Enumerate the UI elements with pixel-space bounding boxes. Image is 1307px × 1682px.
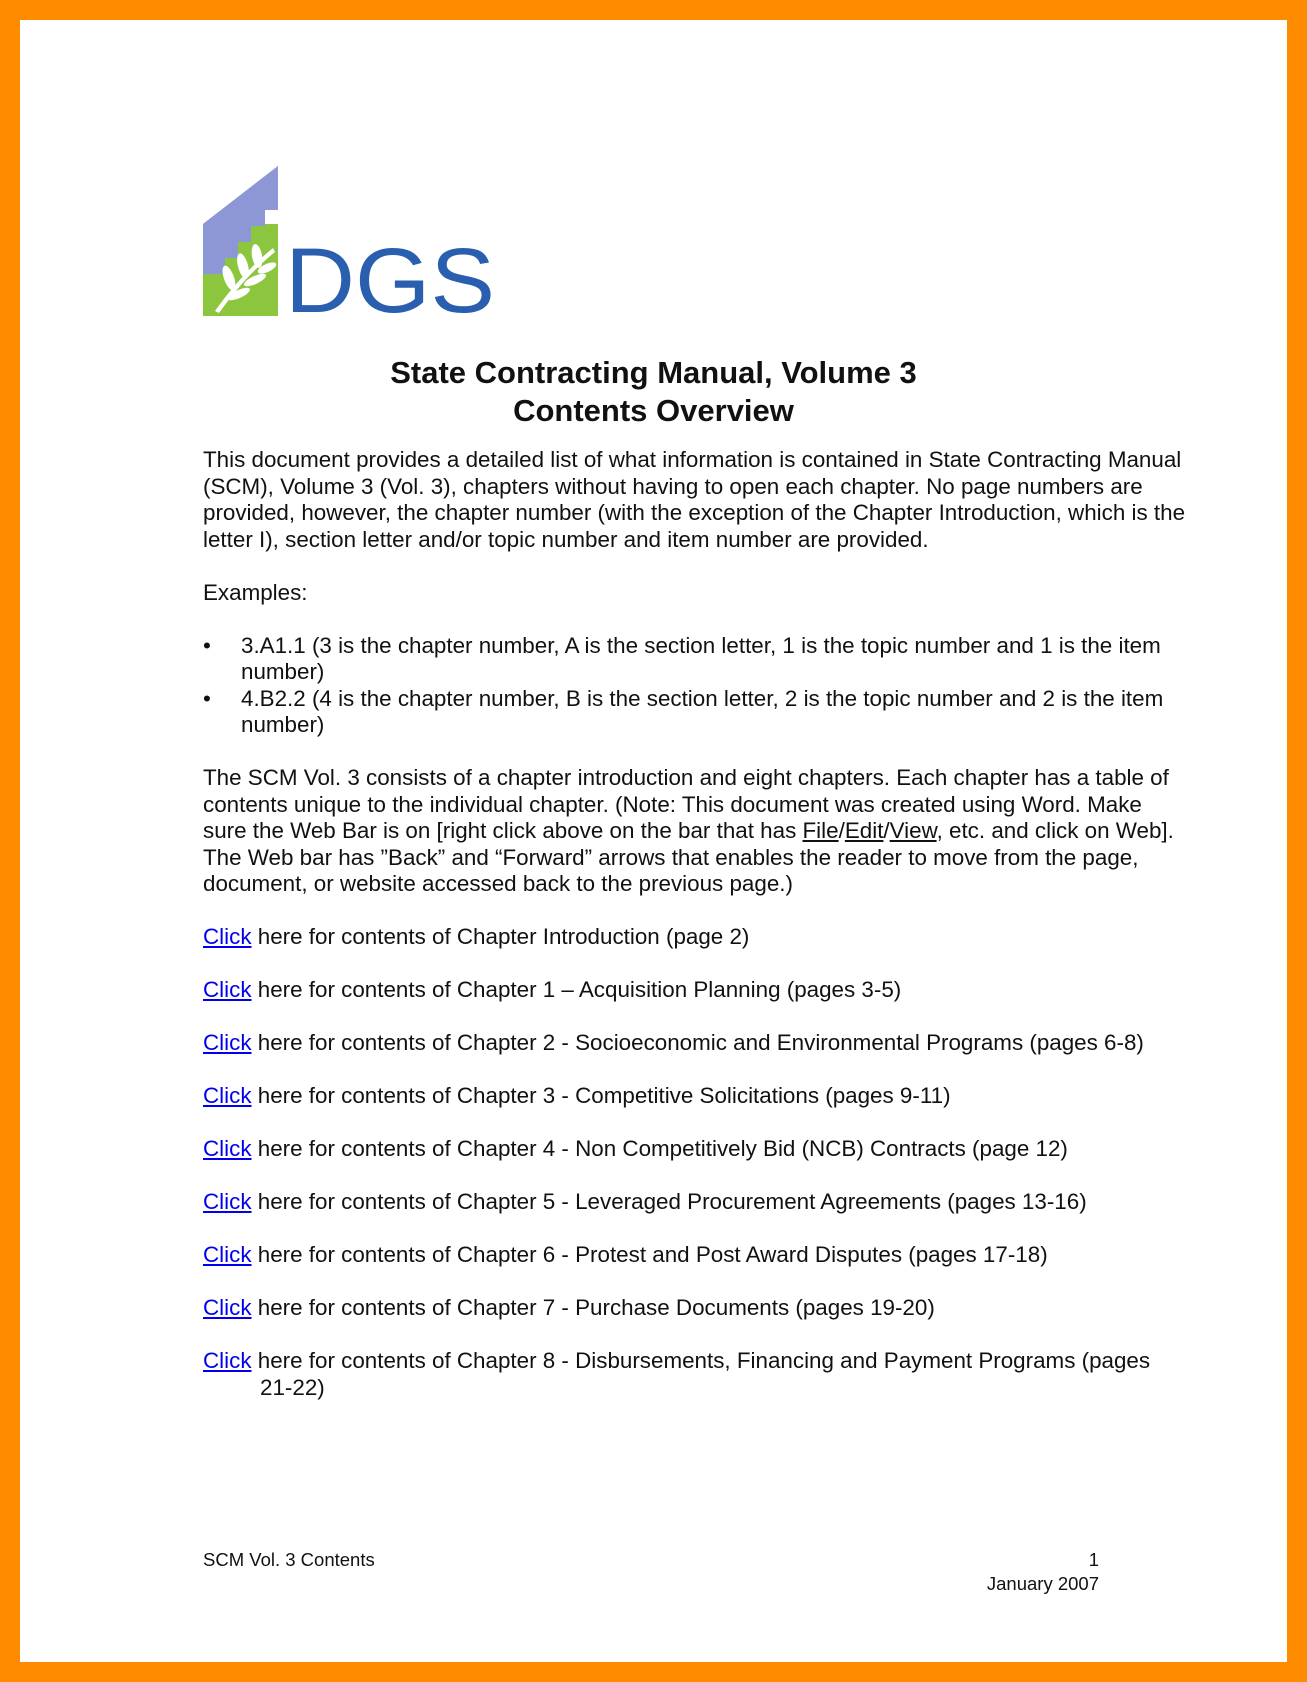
scm-paragraph	[203, 765, 1188, 898]
chapter-intro-line	[203, 924, 1188, 951]
chapter-5-link[interactable]: Click	[203, 1189, 252, 1214]
scm-text-after: , etc. and click on Web]. The Web bar has ”Back” and “Forward” arrows that enables the reader to move from the page, document, or website accessed back to the previous page.)	[203, 818, 1174, 896]
chapter-description: here for contents of Chapter 1 – Acquisition Planning (pages 3-5)	[251, 977, 902, 1002]
chapter-1-line	[203, 977, 1188, 1004]
slash-separator: /	[883, 818, 890, 843]
chapter-description: here for contents of Chapter Introduction (page 2)	[251, 924, 750, 949]
list-item	[203, 686, 1188, 739]
chapter-3-link[interactable]: Click	[203, 1083, 252, 1108]
logo-text: DGS	[285, 230, 495, 316]
chapter-description: here for contents of Chapter 5 - Leveraged Procurement Agreements (pages 13-16)	[251, 1189, 1087, 1214]
example-text: 3.A1.1 (3 is the chapter number, A is the section letter, 1 is the topic number and 1 is the item number)	[241, 632, 1161, 684]
chapter-intro-link[interactable]: Click	[203, 924, 252, 949]
document-body	[203, 447, 1188, 1428]
footer-title: SCM Vol. 3 Contents	[203, 1549, 375, 1570]
menu-edit-text: Edit	[844, 818, 884, 843]
examples-label: Examples:	[203, 579, 308, 605]
chapter-1-link[interactable]: Click	[203, 977, 252, 1002]
scm-text-before: The SCM Vol. 3 consists of a chapter introduction and eight chapters. Each chapter has a table of contents unique to the individual chapter. (Note: This document was created using Word. Make sure the Web Bar is on [right click above on the bar that has	[203, 765, 1169, 843]
chapter-2-line	[203, 1030, 1188, 1057]
example-text: 4.B2.2 (4 is the chapter number, B is the section letter, 2 is the topic number and 2 is the item number)	[241, 685, 1164, 737]
chapter-5-line	[203, 1189, 1188, 1216]
list-item	[203, 633, 1188, 686]
footer-meta	[987, 1548, 1099, 1596]
menu-file-text: File	[802, 818, 839, 843]
chapter-description: here for contents of Chapter 8 - Disbursements, Financing and Payment Programs (pages 21-22)	[251, 1348, 1151, 1400]
menu-view-text: View	[889, 818, 937, 843]
chapter-description: here for contents of Chapter 6 - Protest and Post Award Disputes (pages 17-18)	[251, 1242, 1048, 1267]
chapter-8-link[interactable]: Click	[203, 1348, 252, 1373]
chapter-description: here for contents of Chapter 2 - Socioeconomic and Environmental Programs (pages 6-8)	[251, 1030, 1144, 1055]
chapter-6-line	[203, 1242, 1188, 1269]
chapter-7-link[interactable]: Click	[203, 1295, 252, 1320]
chapter-description: here for contents of Chapter 7 - Purchase Documents (pages 19-20)	[251, 1295, 935, 1320]
document-page	[20, 20, 1287, 1662]
chapter-4-line	[203, 1136, 1188, 1163]
chapter-4-link[interactable]: Click	[203, 1136, 252, 1161]
chapter-description: here for contents of Chapter 3 - Competitive Solicitations (pages 9-11)	[251, 1083, 951, 1108]
bullet-icon: •	[203, 632, 211, 658]
footer-date: January 2007	[986, 1573, 1099, 1594]
chapter-6-link[interactable]: Click	[203, 1242, 252, 1267]
page-subtitle: Contents Overview	[513, 393, 794, 428]
page-number: 1	[1088, 1549, 1099, 1570]
chapter-description: here for contents of Chapter 4 - Non Competitively Bid (NCB) Contracts (page 12)	[251, 1136, 1068, 1161]
chapter-7-line	[203, 1295, 1188, 1322]
examples-list	[203, 633, 1188, 739]
intro-paragraph: This document provides a detailed list of what information is contained in State Contracting Manual (SCM), Volume 3 (Vol. 3), chapters without having to open each chapter. No page numbers are provided, however, the chapter number (with the exception of the Chapter Introduction, which is the letter I), section letter and/or topic number and item number are provided.	[203, 447, 1186, 552]
chapter-3-line	[203, 1083, 1188, 1110]
slash-separator: /	[838, 818, 845, 843]
chapter-8-line	[203, 1348, 1188, 1401]
page-title: State Contracting Manual, Volume 3	[390, 355, 917, 390]
bullet-icon: •	[203, 685, 211, 711]
dgs-logo	[203, 166, 498, 316]
chapter-2-link[interactable]: Click	[203, 1030, 252, 1055]
